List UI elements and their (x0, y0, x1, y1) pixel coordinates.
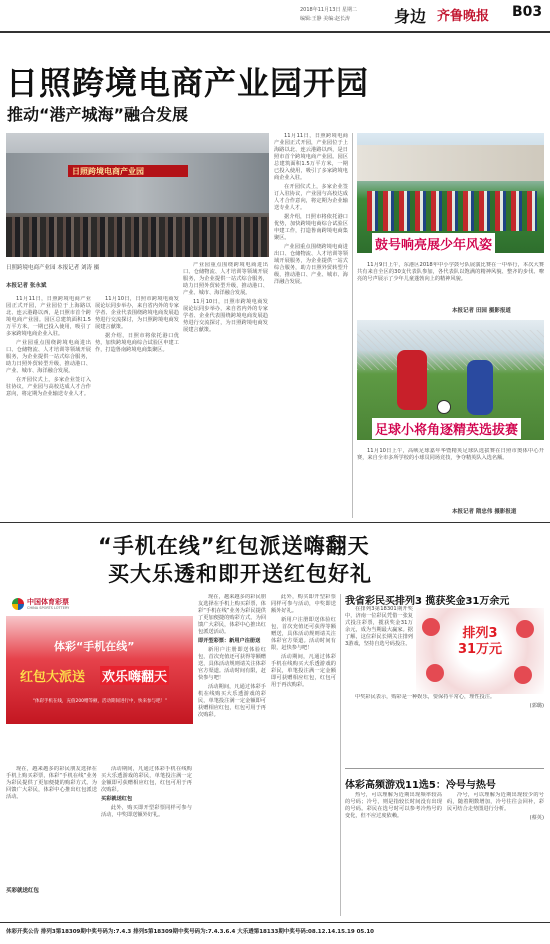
lottery-logo-en: CHINA SPORTS LOTTERY (27, 606, 70, 610)
ad-note: “体彩手机在线，充值200赠等额，活动期间进行中，快来参与吧！” (32, 699, 168, 704)
brand-logo: 齐鲁晚报 (437, 9, 490, 24)
column2-title: 体彩高频游戏11选5：冷号与热号 (345, 780, 496, 791)
masthead-rule (0, 31, 550, 33)
story1-col3 (183, 262, 268, 518)
column-body-2 (345, 694, 544, 764)
story1-col4 (274, 133, 348, 518)
story1-paragraph: 产业园重点围绕跨境电商进出口、仓储物流、人才培训等领域开展服务，为企业提供一站式综合服务，助力日照外贸转型升级，推动港口、产业、城市、海洋融合发展。 (6, 340, 91, 374)
page-number: B03 (512, 4, 543, 20)
lottery-headline-1: “手机在线”红包派送嗨翻天 (98, 534, 370, 558)
coin-icon (516, 620, 534, 638)
story1-paragraph: 在开园仪式上，多家企业签订入驻协议，产业园与高校达成人才合作意向，将定期为企业输送专业人才。 (274, 184, 348, 211)
lottery-paragraph: 此外，购买即开型彩票同样可参与活动，中奖即送额外好礼。 (271, 594, 336, 614)
story1-paragraph: 11月10日，日照市跨境电商发展论坛同步举办，来自省内外的专家学者、企业代表围绕跨境电商发展趋势进行交流探讨，为日照跨境电商发展建言献策。 (183, 299, 268, 333)
building-facade (6, 153, 269, 213)
story3-photo-label: 足球小将角逐精英选拔赛 (372, 418, 521, 439)
section-name: 身边 (394, 7, 427, 26)
column-credit: (郭璐) (529, 703, 544, 709)
coin-icon (426, 664, 444, 682)
column-divider (340, 594, 341, 916)
story1-paragraph: 产业园重点围绕跨境电商进出口、仓储物流、人才培训等领域开展服务，为企业提供一站式综合服务，助力日照外贸转型升级，推动港口、产业、城市、海洋融合发展。 (274, 244, 348, 285)
lottery-paragraph: 此外，购买即开型彩票同样可参与活动，中奖即送额外好礼。 (101, 805, 192, 818)
lottery-col4 (271, 594, 336, 916)
football-icon (437, 400, 451, 414)
lottery-paragraph: 活动期间，凡通过体彩手机在线购买大乐透游戏的彩民，单笔投注满一定金额即可获赠相应红包，红包可用于再次购彩。 (101, 766, 192, 793)
column-paragraph: 在排列3第18301期开奖中，济南一位彩民凭借一张复式投注彩票，揽获奖金31万余元，成为当期最大赢家。据了解，这位彩民长期关注排列3游戏，坚持自选号码投注。 (345, 606, 413, 647)
crowd (6, 217, 269, 257)
lottery-headline-2: 买大乐透和即开送红包好礼 (108, 562, 372, 586)
column-divider (352, 133, 353, 518)
lottery-paragraph: 新用户注册即送体验红包，首次充值还可获得等额赠送，具体活动规则请关注体彩官方渠道。活动时间有限，赶快参与吧！ (198, 647, 266, 681)
story3-body: 11月10日上午，高峡足球嘉年华暨精英足球队选拔赛在日照市奥体中心开赛，来自全市多所学校的小球员同场竞技，争夺精英队入选名额。 (357, 448, 544, 461)
ad-slogan-b: 欢乐嗨翻天 (100, 666, 169, 685)
lottery-logo-icon (12, 598, 24, 610)
footer-announcement: 体彩开奖公告 排列3第18309期中奖号码为:7.4.3 排列5第18309期中奖号码为:7.4.3.6.4 大乐透第18133期中奖号码:08.12.14.15.19 05.10 (6, 929, 374, 935)
lottery-col3 (198, 594, 266, 916)
story1-paragraph: 产业园重点围绕跨境电商进出口、仓储物流、人才培训等领域开展服务，为企业提供一站式综合服务，助力日照外贸转型升级，推动港口、产业、城市、海洋融合发展。 (183, 262, 268, 296)
section-divider (0, 522, 550, 523)
story1-paragraph: 11月11日，日照跨境电商产业园正式开园，产业园位于上海路以北、连云港路以西，是日照市首个跨境电商产业园。园区总建筑面积1.5万平方米，一期已投入使用，吸引了多家跨境电商企业入驻。 (6, 296, 91, 337)
lottery-paragraph: 活动期间，凡通过体彩手机在线购买大乐透游戏的彩民，单笔投注满一定金额即可获赠相应红包，红包可用于再次购彩。 (198, 684, 266, 718)
lottery-paragraph: 现在，越来越多的彩民朋友选择在手机上购买彩票，体彩“手机在线”业务为彩民提供了更加便捷的购彩方式。为回馈广大彩民，体彩中心推出红包派送活动。 (198, 594, 266, 635)
lottery-col2 (101, 766, 192, 916)
lottery-paragraph: 活动期间，凡通过体彩手机在线购买大乐透游戏的彩民，单笔投注满一定金额即可获赠相应红包，红包可用于再次购彩。 (271, 654, 336, 688)
column2-col2 (447, 792, 544, 916)
park-sign-text: 日照跨境电商产业园 (72, 167, 144, 176)
coin-icon (514, 666, 532, 684)
lottery-section-label: 买彩就送红包 (101, 796, 133, 802)
story1-col1 (6, 296, 91, 518)
lottery-ad (6, 594, 193, 760)
lottery-section-label: 即开型彩票：新用户注册送 (198, 638, 261, 644)
story2-body: 11月9日上午，东港区2018年中小学鼓号队展演比赛在一中举行，本次大赛共有来自全区的30支代表队参加，各代表队以饱满的精神风貌、整齐的步伐、嘹亮的号声展示了少年儿童蓬勃向上的精神风貌。 (357, 262, 544, 282)
story1-paragraph: 在开园仪式上，多家企业签订入驻协议，产业园与高校达成人才合作意向，将定期为企业输送专业人才。 (6, 377, 91, 397)
player-blue (467, 360, 493, 415)
story1-photo (6, 133, 269, 257)
story1-paragraph: 11月10日，日照市跨境电商发展论坛同步举办，来自省内外的专家学者、企业代表围绕跨境电商发展趋势进行交流探讨，为日照跨境电商发展建言献策。 (95, 296, 179, 330)
lottery-paragraph: 新用户注册即送体验红包，首次充值还可获得等额赠送，具体活动规则请关注体彩官方渠道。活动时间有限，赶快参与吧！ (271, 617, 336, 651)
column2-paragraph: 冷号，可以理解为近期出现较少的号码，随着期数增加，冷号往往会回补，彩民可结合走势图进行分析。 (447, 792, 544, 812)
story1-paragraph: 据介绍，日照市将依托港口优势，加快跨境电商综合试验区申建工作，打造鲁南跨境电商集聚区。 (274, 214, 348, 241)
column-divider-h (345, 768, 544, 769)
story2-credit: 本报记者 田园 摄影报道 (452, 308, 511, 314)
column2-col1 (345, 792, 442, 916)
footer-rule (0, 922, 550, 923)
column-title: 我省彩民买排列3 揽获奖金31万余元 (345, 596, 510, 607)
column2-paragraph: 热号，可以理解为近期出现频率较高的号码；冷号，则是指较长时间没有出现的号码。彩民在选号时可以参考冷热号的变化，但不应过度依赖。 (345, 792, 442, 819)
column2-credit: (蔡英) (529, 815, 544, 821)
story1-photo-caption: 日照跨境电商产业园 本报记者 刘涛 摄 (6, 265, 100, 271)
masthead-date: 2018年11月13日 星期二 (300, 7, 358, 13)
school-building (357, 145, 544, 181)
column-paragraph: 中奖彩民表示，购彩是一种娱乐，要保持平常心，理性投注。 (355, 694, 496, 700)
lottery-logo: 中国体育彩票 (27, 598, 69, 606)
marching-band (367, 191, 537, 231)
ad-title: 体彩“手机在线” (54, 640, 135, 653)
player-red (397, 350, 427, 410)
coin-icon (422, 618, 440, 636)
column-illustration (416, 608, 544, 694)
goal-net (357, 330, 544, 370)
story1-headline: 日照跨境电商产业园开园 (6, 64, 370, 102)
story2-photo-label: 鼓号响亮展少年风姿 (372, 233, 495, 254)
lottery-body-1: 现在，越来越多的彩民朋友选择在手机上购买彩票，体彩“手机在线”业务为彩民提供了更加便捷的购彩方式。为回馈广大彩民，体彩中心推出红包派送活动。 (6, 766, 97, 800)
illustration-text: 排列3 31万元 (457, 626, 503, 657)
lottery-footer-label: 买彩就送红包 (6, 888, 40, 894)
story3-credit: 本报记者 隋忠伟 摄影报道 (452, 509, 517, 515)
column-body (345, 606, 413, 690)
story1-paragraph: 据介绍，日照市将依托港口优势，加快跨境电商综合试验区申建工作，打造鲁南跨境电商集聚区。 (95, 333, 179, 353)
ad-slogan-a: 红包大派送 (20, 670, 86, 685)
story1-col2 (95, 296, 179, 518)
masthead (0, 0, 550, 34)
story1-paragraph: 11月11日，日照跨境电商产业园正式开园，产业园位于上海路以北、连云港路以西，是日照市首个跨境电商产业园。园区总建筑面积1.5万平方米，一期已投入使用，吸引了多家跨境电商企业入驻。 (274, 133, 348, 181)
story1-byline: 本报记者 张永斌 (6, 283, 47, 289)
masthead-editors: 编辑:王静 美编:赵长涛 (300, 16, 350, 22)
story1-subhead: 推动“港产城海”融合发展 (7, 105, 189, 124)
